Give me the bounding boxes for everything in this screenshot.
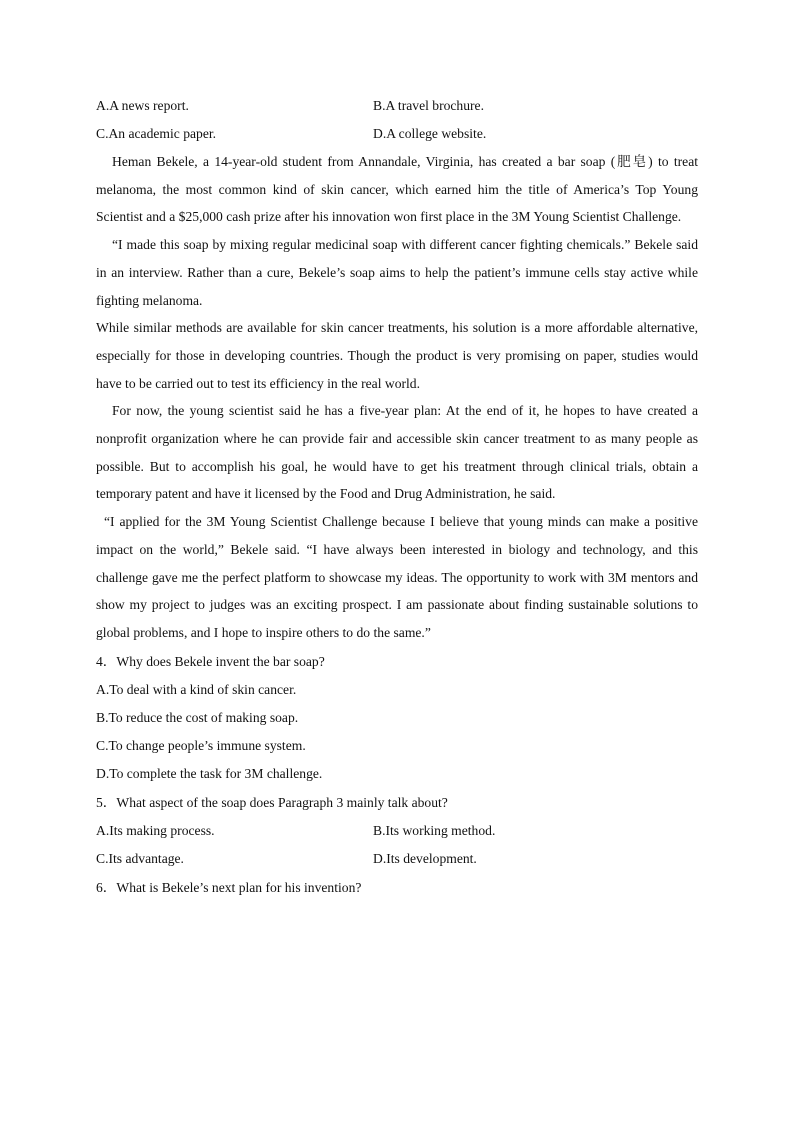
passage-paragraph-4: For now, the young scientist said he has a five-year plan: At the end of it, he hopes to have created a nonprofit organization where he can provide fair and accessible skin cancer treatment to as many people as possible. But to accomplish his goal, he would have to get his treatment through clinical trials, obtain a temporary patent and have it licensed by the Food and Drug Administration, he said. [96,403,698,502]
question-5-option-a: A.Its making process. [96,822,215,838]
question-5-option-c: C.Its advantage. [96,850,184,866]
document-page [96,92,698,902]
question-5-stem: 5．What aspect of the soap does Paragraph 3 mainly talk about? [96,794,448,810]
question-4-option-c: C.To change people’s immune system. [96,737,306,753]
question-4-option-b: B.To reduce the cost of making soap. [96,709,299,725]
question-4-stem: 4．Why does Bekele invent the bar soap? [96,653,325,669]
passage-paragraph-3: While similar methods are available for skin cancer treatments, his solution is a more affordable alternative, especially for those in developing countries. Though the product is very promising on paper, studies would have to be carried out to test its efficiency in the real world. [96,320,698,391]
prev-options-row-1 [96,92,698,120]
question-5-options-row-1 [96,817,698,845]
question-5-option-d: D.Its development. [373,850,477,866]
question-4-option-d: D.To complete the task for 3M challenge. [96,765,323,781]
passage-paragraph-2: “I made this soap by mixing regular medicinal soap with different cancer fighting chemicals.” Bekele said in an interview. Rather than a cure, Bekele’s soap aims to help the patient’s immune cells stay active while fighting melanoma. [96,237,698,308]
passage-paragraph-5: “I applied for the 3M Young Scientist Challenge because I believe that young minds can make a positive impact on the world,” Bekele said. “I have always been interested in biology and technology, and this challenge gave me the perfect platform to showcase my ideas. The opportunity to work with 3M mentors and show my project to judges was an exciting prospect. I am passionate about finding sustainable solutions to global problems, and I hope to inspire others to do the same.” [96,514,698,640]
question-6-stem: 6．What is Bekele’s next plan for his invention? [96,879,362,895]
question-4-option-a: A.To deal with a kind of skin cancer. [96,681,297,697]
prev-option-b: B.A travel brochure. [373,98,484,113]
question-5-option-b: B.Its working method. [373,822,496,838]
prev-option-a: A.A news report. [96,98,189,113]
prev-option-d: D.A college website. [373,126,487,141]
passage-paragraph-1: Heman Bekele, a 14-year-old student from Annandale, Virginia, has created a bar soap (肥皂) to treat melanoma, the most common kind of skin cancer, which earned him the title of America’s Top Young Scientist and a $25,000 cash prize after his innovation won first place in the 3M Young Scientist Challenge. [96,154,698,225]
question-5-options-row-2 [96,845,698,873]
prev-options-row-2 [96,120,698,148]
prev-option-c: C.An academic paper. [96,126,217,141]
